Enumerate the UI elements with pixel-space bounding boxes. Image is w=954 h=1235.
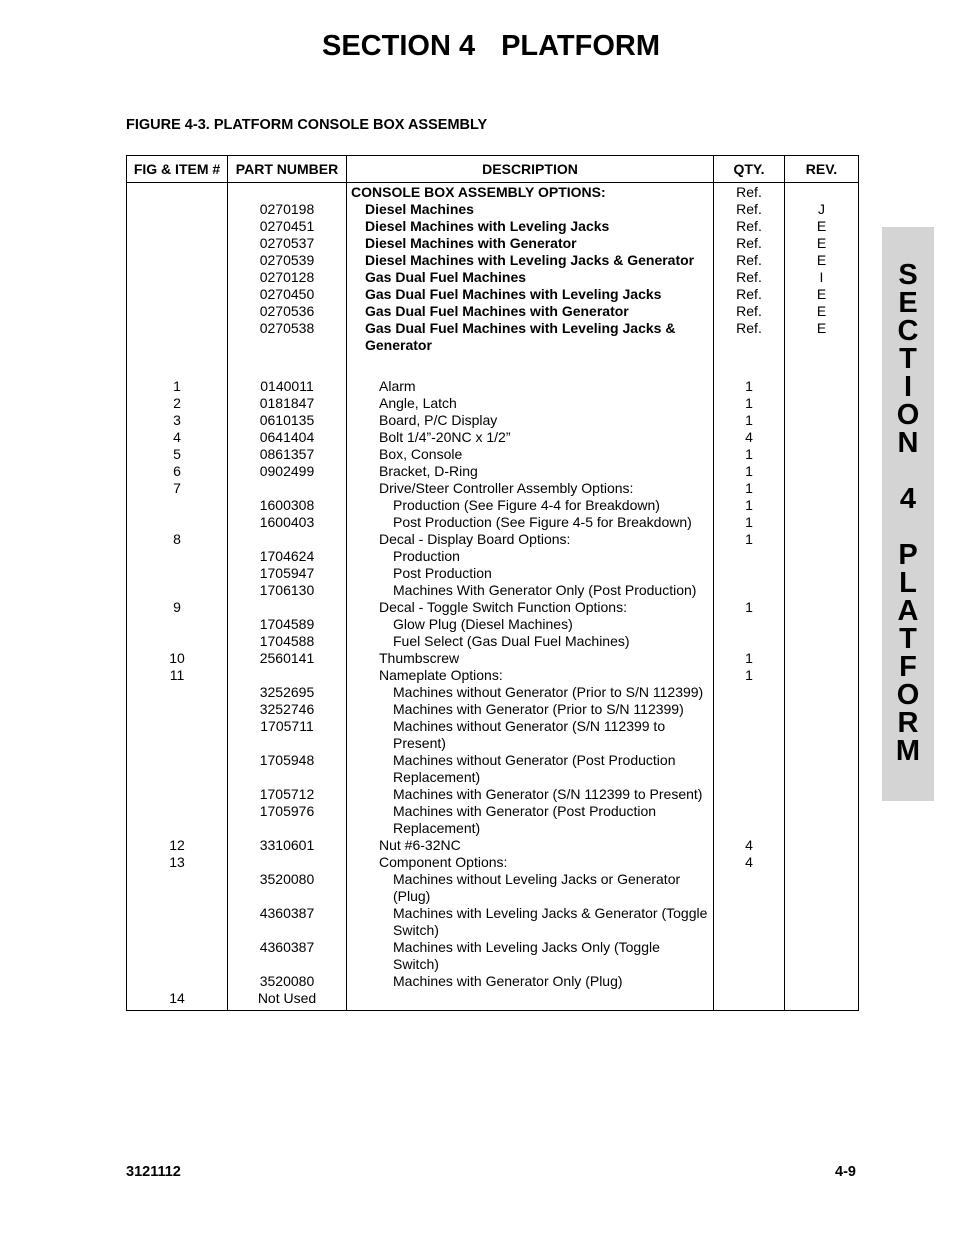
fig-item-cell bbox=[127, 320, 228, 378]
description-cell: Nut #6-32NC bbox=[347, 837, 714, 854]
table-row bbox=[127, 871, 859, 905]
fig-item-cell bbox=[127, 252, 228, 269]
qty-cell: 1 bbox=[714, 667, 785, 684]
rev-cell bbox=[785, 667, 859, 684]
table-row bbox=[127, 803, 859, 837]
description-cell: Board, P/C Display bbox=[347, 412, 714, 429]
header-rev: REV. bbox=[785, 156, 859, 183]
rev-cell bbox=[785, 531, 859, 548]
rev-cell: E bbox=[785, 218, 859, 235]
description-cell: Angle, Latch bbox=[347, 395, 714, 412]
table-row bbox=[127, 905, 859, 939]
fig-item-cell bbox=[127, 905, 228, 939]
description-cell: Diesel Machines with Generator bbox=[347, 235, 714, 252]
qty-cell bbox=[714, 616, 785, 633]
qty-cell: 4 bbox=[714, 429, 785, 446]
fig-item-cell: 2 bbox=[127, 395, 228, 412]
rev-cell: E bbox=[785, 252, 859, 269]
qty-cell bbox=[714, 871, 785, 905]
table-row bbox=[127, 752, 859, 786]
fig-item-cell bbox=[127, 201, 228, 218]
header-description: DESCRIPTION bbox=[347, 156, 714, 183]
rev-cell: E bbox=[785, 286, 859, 303]
qty-cell: Ref. bbox=[714, 303, 785, 320]
description-cell: Gas Dual Fuel Machines with Generator bbox=[347, 303, 714, 320]
description-cell: Machines with Leveling Jacks Only (Toggle Switch) bbox=[347, 939, 714, 973]
description-cell: Glow Plug (Diesel Machines) bbox=[347, 616, 714, 633]
description-cell: Machines without Generator (S/N 112399 to Present) bbox=[347, 718, 714, 752]
qty-cell: Ref. bbox=[714, 218, 785, 235]
fig-item-cell: 6 bbox=[127, 463, 228, 480]
table-row bbox=[127, 286, 859, 303]
fig-item-cell: 14 bbox=[127, 990, 228, 1011]
part-number-cell: 1705711 bbox=[228, 718, 347, 752]
rev-cell bbox=[785, 990, 859, 1011]
side-tab-letter: R bbox=[897, 707, 919, 739]
side-tab-letter bbox=[882, 513, 934, 541]
part-number-cell: 1705948 bbox=[228, 752, 347, 786]
part-number-cell: 1705976 bbox=[228, 803, 347, 837]
rev-cell bbox=[785, 582, 859, 599]
qty-cell: 1 bbox=[714, 395, 785, 412]
qty-cell: Ref. bbox=[714, 183, 785, 202]
rev-cell bbox=[785, 803, 859, 837]
part-number-cell: 4360387 bbox=[228, 939, 347, 973]
table-row bbox=[127, 684, 859, 701]
qty-cell: 4 bbox=[714, 837, 785, 854]
rev-cell: E bbox=[785, 235, 859, 252]
rev-cell bbox=[785, 463, 859, 480]
rev-cell bbox=[785, 973, 859, 990]
qty-cell: 1 bbox=[714, 531, 785, 548]
side-tab-letter: F bbox=[899, 651, 917, 683]
section-label: SECTION 4 bbox=[321, 30, 476, 62]
fig-item-cell bbox=[127, 786, 228, 803]
table-row bbox=[127, 480, 859, 497]
part-number-cell: 1704588 bbox=[228, 633, 347, 650]
rev-cell bbox=[785, 497, 859, 514]
description-cell: Nameplate Options: bbox=[347, 667, 714, 684]
qty-cell bbox=[714, 565, 785, 582]
rev-cell: I bbox=[785, 269, 859, 286]
part-number-cell: 3310601 bbox=[228, 837, 347, 854]
rev-cell bbox=[785, 480, 859, 497]
qty-cell: 1 bbox=[714, 412, 785, 429]
qty-cell: 1 bbox=[714, 650, 785, 667]
table-row bbox=[127, 786, 859, 803]
fig-item-cell: 12 bbox=[127, 837, 228, 854]
part-number-cell: 0270128 bbox=[228, 269, 347, 286]
side-tab-letter: E bbox=[898, 287, 918, 319]
description-cell: Machines without Leveling Jacks or Generator (Plug) bbox=[347, 871, 714, 905]
side-tab-letter: O bbox=[896, 679, 920, 711]
description-cell: Gas Dual Fuel Machines with Leveling Jacks bbox=[347, 286, 714, 303]
description-cell: Diesel Machines with Leveling Jacks & Generator bbox=[347, 252, 714, 269]
part-number-cell: 0270538 bbox=[228, 320, 347, 378]
rev-cell bbox=[785, 446, 859, 463]
fig-item-cell bbox=[127, 718, 228, 752]
part-number-cell: 1600308 bbox=[228, 497, 347, 514]
qty-cell: 1 bbox=[714, 497, 785, 514]
fig-item-cell bbox=[127, 582, 228, 599]
side-tab-letter: I bbox=[903, 371, 913, 403]
fig-item-cell: 10 bbox=[127, 650, 228, 667]
fig-item-cell: 8 bbox=[127, 531, 228, 548]
side-tab-letter: L bbox=[899, 567, 917, 599]
part-number-cell: 0181847 bbox=[228, 395, 347, 412]
part-number-cell bbox=[228, 854, 347, 871]
rev-cell bbox=[785, 905, 859, 939]
description-cell: Production (See Figure 4-4 for Breakdown) bbox=[347, 497, 714, 514]
qty-cell bbox=[714, 633, 785, 650]
table-row bbox=[127, 446, 859, 463]
table-row bbox=[127, 973, 859, 990]
part-number-cell: 0270198 bbox=[228, 201, 347, 218]
side-tab-letters bbox=[882, 261, 934, 765]
table-row bbox=[127, 667, 859, 684]
part-number-cell bbox=[228, 667, 347, 684]
description-cell: CONSOLE BOX ASSEMBLY OPTIONS: bbox=[347, 183, 714, 202]
rev-cell: J bbox=[785, 201, 859, 218]
part-number-cell: 0270450 bbox=[228, 286, 347, 303]
description-cell: Machines without Generator (Prior to S/N 112399) bbox=[347, 684, 714, 701]
side-tab-letter: P bbox=[898, 539, 918, 571]
qty-cell: 1 bbox=[714, 446, 785, 463]
part-number-cell: 1706130 bbox=[228, 582, 347, 599]
table-row bbox=[127, 235, 859, 252]
description-cell: Bracket, D-Ring bbox=[347, 463, 714, 480]
header-part-number: PART NUMBER bbox=[228, 156, 347, 183]
qty-cell bbox=[714, 973, 785, 990]
table-row bbox=[127, 412, 859, 429]
qty-cell: 4 bbox=[714, 854, 785, 871]
rev-cell bbox=[785, 871, 859, 905]
part-number-cell bbox=[228, 183, 347, 202]
qty-cell bbox=[714, 684, 785, 701]
description-cell: Thumbscrew bbox=[347, 650, 714, 667]
fig-item-cell bbox=[127, 514, 228, 531]
part-number-cell: 0861357 bbox=[228, 446, 347, 463]
qty-cell: 1 bbox=[714, 480, 785, 497]
fig-item-cell: 9 bbox=[127, 599, 228, 616]
description-cell: Gas Dual Fuel Machines with Leveling Jacks & Generator bbox=[347, 320, 714, 378]
side-tab-letter: M bbox=[895, 735, 921, 767]
rev-cell bbox=[785, 752, 859, 786]
table-row bbox=[127, 718, 859, 752]
qty-cell bbox=[714, 786, 785, 803]
part-number-cell: 2560141 bbox=[228, 650, 347, 667]
rev-cell bbox=[785, 633, 859, 650]
table-row bbox=[127, 378, 859, 395]
rev-cell bbox=[785, 786, 859, 803]
qty-cell bbox=[714, 752, 785, 786]
part-number-cell: 1704589 bbox=[228, 616, 347, 633]
table-row bbox=[127, 599, 859, 616]
part-number-cell: 0140011 bbox=[228, 378, 347, 395]
description-cell: Gas Dual Fuel Machines bbox=[347, 269, 714, 286]
rev-cell bbox=[785, 939, 859, 973]
side-tab-letter: A bbox=[897, 595, 919, 627]
table-row bbox=[127, 201, 859, 218]
description-cell: Machines with Generator (S/N 112399 to Present) bbox=[347, 786, 714, 803]
rev-cell bbox=[785, 378, 859, 395]
table-row bbox=[127, 429, 859, 446]
description-cell: Post Production (See Figure 4-5 for Breakdown) bbox=[347, 514, 714, 531]
fig-item-cell bbox=[127, 235, 228, 252]
fig-item-cell bbox=[127, 633, 228, 650]
description-cell: Machines with Leveling Jacks & Generator (Toggle Switch) bbox=[347, 905, 714, 939]
table-row bbox=[127, 183, 859, 202]
part-number-cell: 1704624 bbox=[228, 548, 347, 565]
qty-cell: 1 bbox=[714, 463, 785, 480]
description-cell: Fuel Select (Gas Dual Fuel Machines) bbox=[347, 633, 714, 650]
qty-cell: Ref. bbox=[714, 235, 785, 252]
description-cell: Post Production bbox=[347, 565, 714, 582]
table-row bbox=[127, 320, 859, 378]
fig-item-cell bbox=[127, 497, 228, 514]
fig-item-cell bbox=[127, 565, 228, 582]
table-row bbox=[127, 218, 859, 235]
fig-item-cell: 13 bbox=[127, 854, 228, 871]
description-cell: Component Options: bbox=[347, 854, 714, 871]
part-number-cell: 3520080 bbox=[228, 973, 347, 990]
side-tab-letter: O bbox=[896, 399, 920, 431]
fig-item-cell: 3 bbox=[127, 412, 228, 429]
part-number-cell: Not Used bbox=[228, 990, 347, 1011]
fig-item-cell: 11 bbox=[127, 667, 228, 684]
table-row bbox=[127, 252, 859, 269]
part-number-cell: 1600403 bbox=[228, 514, 347, 531]
rev-cell bbox=[785, 616, 859, 633]
description-cell: Machines without Generator (Post Production Replacement) bbox=[347, 752, 714, 786]
rev-cell bbox=[785, 650, 859, 667]
table-row bbox=[127, 582, 859, 599]
rev-cell bbox=[785, 718, 859, 752]
qty-cell: 1 bbox=[714, 378, 785, 395]
side-tab-letter: T bbox=[899, 623, 917, 655]
part-number-cell bbox=[228, 599, 347, 616]
rev-cell bbox=[785, 412, 859, 429]
fig-item-cell bbox=[127, 752, 228, 786]
description-cell bbox=[347, 990, 714, 1011]
rev-cell bbox=[785, 599, 859, 616]
description-cell: Machines with Generator Only (Plug) bbox=[347, 973, 714, 990]
page-number: 4-9 bbox=[835, 1164, 856, 1180]
table-row bbox=[127, 514, 859, 531]
part-number-cell: 0902499 bbox=[228, 463, 347, 480]
fig-item-cell bbox=[127, 183, 228, 202]
qty-cell: 1 bbox=[714, 599, 785, 616]
header-qty: QTY. bbox=[714, 156, 785, 183]
qty-cell bbox=[714, 990, 785, 1011]
rev-cell bbox=[785, 565, 859, 582]
fig-item-cell bbox=[127, 548, 228, 565]
fig-item-cell bbox=[127, 701, 228, 718]
section-side-tab bbox=[882, 227, 934, 801]
description-cell: Diesel Machines with Leveling Jacks bbox=[347, 218, 714, 235]
part-number-cell: 3520080 bbox=[228, 871, 347, 905]
table-row bbox=[127, 990, 859, 1011]
side-tab-letter: 4 bbox=[899, 483, 917, 515]
description-cell: Drive/Steer Controller Assembly Options: bbox=[347, 480, 714, 497]
table-row bbox=[127, 837, 859, 854]
part-number-cell: 0270537 bbox=[228, 235, 347, 252]
part-number-cell: 0610135 bbox=[228, 412, 347, 429]
table-row bbox=[127, 565, 859, 582]
side-tab-letter bbox=[882, 457, 934, 485]
table-row bbox=[127, 854, 859, 871]
qty-cell: Ref. bbox=[714, 320, 785, 378]
description-cell: Decal - Display Board Options: bbox=[347, 531, 714, 548]
table-row bbox=[127, 269, 859, 286]
part-number-cell bbox=[228, 531, 347, 548]
fig-item-cell bbox=[127, 286, 228, 303]
side-tab-letter: C bbox=[897, 315, 919, 347]
rev-cell bbox=[785, 548, 859, 565]
part-number-cell: 1705712 bbox=[228, 786, 347, 803]
side-tab-letter: S bbox=[898, 259, 918, 291]
table-row bbox=[127, 395, 859, 412]
table-row bbox=[127, 701, 859, 718]
part-number-cell: 0270536 bbox=[228, 303, 347, 320]
figure-title: FIGURE 4-3. PLATFORM CONSOLE BOX ASSEMBLY bbox=[126, 117, 488, 133]
side-tab-letter: N bbox=[897, 427, 919, 459]
part-number-cell: 0641404 bbox=[228, 429, 347, 446]
rev-cell bbox=[785, 854, 859, 871]
table-row bbox=[127, 531, 859, 548]
qty-cell bbox=[714, 905, 785, 939]
description-cell: Production bbox=[347, 548, 714, 565]
fig-item-cell bbox=[127, 803, 228, 837]
table-header-row bbox=[127, 156, 859, 183]
rev-cell bbox=[785, 684, 859, 701]
fig-item-cell bbox=[127, 684, 228, 701]
fig-item-cell bbox=[127, 871, 228, 905]
table-row bbox=[127, 548, 859, 565]
part-number-cell bbox=[228, 480, 347, 497]
fig-item-cell bbox=[127, 616, 228, 633]
table-row bbox=[127, 497, 859, 514]
qty-cell bbox=[714, 548, 785, 565]
fig-item-cell bbox=[127, 973, 228, 990]
rev-cell bbox=[785, 701, 859, 718]
part-number-cell: 4360387 bbox=[228, 905, 347, 939]
rev-cell: E bbox=[785, 303, 859, 320]
part-number-cell: 3252695 bbox=[228, 684, 347, 701]
part-number-cell: 3252746 bbox=[228, 701, 347, 718]
rev-cell bbox=[785, 837, 859, 854]
part-number-cell: 0270451 bbox=[228, 218, 347, 235]
description-cell: Decal - Toggle Switch Function Options: bbox=[347, 599, 714, 616]
description-cell: Diesel Machines bbox=[347, 201, 714, 218]
fig-item-cell bbox=[127, 303, 228, 320]
qty-cell: Ref. bbox=[714, 252, 785, 269]
qty-cell: Ref. bbox=[714, 201, 785, 218]
table-row bbox=[127, 939, 859, 973]
rev-cell bbox=[785, 514, 859, 531]
qty-cell bbox=[714, 718, 785, 752]
table-row bbox=[127, 633, 859, 650]
part-number-cell: 1705947 bbox=[228, 565, 347, 582]
parts-table bbox=[126, 155, 859, 1011]
header-fig-item: FIG & ITEM # bbox=[127, 156, 228, 183]
rev-cell bbox=[785, 183, 859, 202]
parts-table-body bbox=[127, 183, 859, 1011]
description-cell: Bolt 1/4”-20NC x 1/2” bbox=[347, 429, 714, 446]
fig-item-cell: 7 bbox=[127, 480, 228, 497]
rev-cell: E bbox=[785, 320, 859, 378]
description-cell: Box, Console bbox=[347, 446, 714, 463]
rev-cell bbox=[785, 395, 859, 412]
table-row bbox=[127, 650, 859, 667]
fig-item-cell: 5 bbox=[127, 446, 228, 463]
document-number: 3121112 bbox=[126, 1164, 181, 1180]
section-name: PLATFORM bbox=[501, 30, 661, 62]
qty-cell: Ref. bbox=[714, 286, 785, 303]
fig-item-cell: 1 bbox=[127, 378, 228, 395]
fig-item-cell bbox=[127, 269, 228, 286]
description-cell: Machines with Generator (Post Production Replacement) bbox=[347, 803, 714, 837]
side-tab-letter: T bbox=[899, 343, 917, 375]
fig-item-cell: 4 bbox=[127, 429, 228, 446]
qty-cell bbox=[714, 701, 785, 718]
fig-item-cell bbox=[127, 939, 228, 973]
table-row bbox=[127, 303, 859, 320]
description-cell: Alarm bbox=[347, 378, 714, 395]
qty-cell bbox=[714, 582, 785, 599]
section-title bbox=[0, 30, 954, 63]
description-cell: Machines With Generator Only (Post Production) bbox=[347, 582, 714, 599]
table-row bbox=[127, 463, 859, 480]
qty-cell bbox=[714, 939, 785, 973]
rev-cell bbox=[785, 429, 859, 446]
qty-cell bbox=[714, 803, 785, 837]
description-cell: Machines with Generator (Prior to S/N 112399) bbox=[347, 701, 714, 718]
table-row bbox=[127, 616, 859, 633]
qty-cell: Ref. bbox=[714, 269, 785, 286]
fig-item-cell bbox=[127, 218, 228, 235]
part-number-cell: 0270539 bbox=[228, 252, 347, 269]
qty-cell: 1 bbox=[714, 514, 785, 531]
